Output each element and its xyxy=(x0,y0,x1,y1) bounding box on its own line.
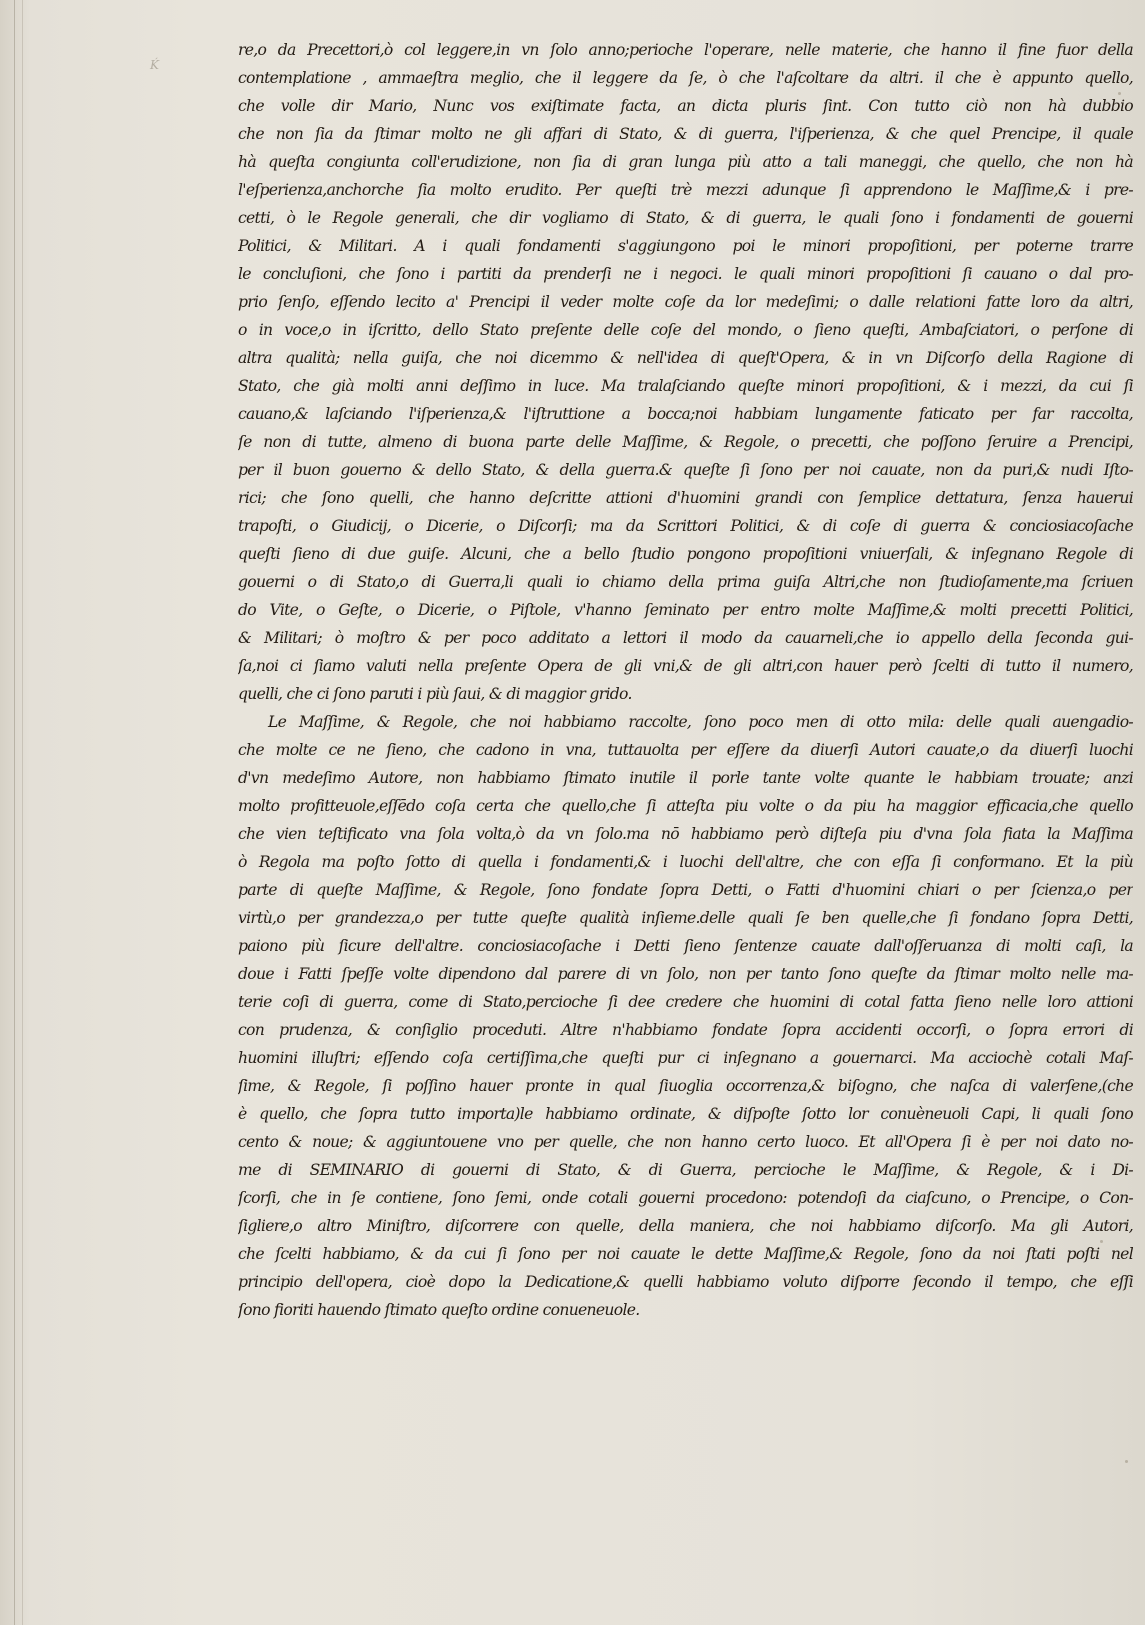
text-line: me di SEMINARIO di gouerni di Stato, & di Guerra, percioche le Maſſime, & Regole, & i Di- xyxy=(238,1161,1133,1179)
text-line: ſigliere,o altro Miniſtro, diſcorrere con quelle, della maniera, che noi habbiamo diſcorſo. Ma gli Autori, xyxy=(238,1217,1133,1235)
text-line: che ſcelti habbiamo, & da cui ſi ſono per noi cauate le dette Maſſime,& Regole, ſono da noi ſtati poſti nel xyxy=(238,1245,1133,1263)
text-line: ò Regola ma poſto ſotto di quella i fondamenti,& i luochi dell'altre, che con eſſa ſi conformano. Et la più xyxy=(238,853,1133,871)
text-line: altra qualità; nella guiſa, che noi dicemmo & nell'idea di queſt'Opera, & in vn Diſcorſo della Ragione di xyxy=(238,349,1133,367)
paragraph-end-line: quelli, che ci ſono paruti i più ſaui, & di maggior grido. xyxy=(238,685,632,703)
text-line: huomini illuſtri; eſſendo coſa certiſſima,che queſti pur ci inſegnano a gouernarci. Ma acciochè cotali Maſ- xyxy=(238,1049,1133,1067)
text-line: che non ſia da ſtimar molto ne gli affari di Stato, & di guerra, l'iſperienza, & che quel Prencipe, il quale xyxy=(238,125,1133,143)
text-line: ſcorſi, che in ſe contiene, ſono ſemi, onde cotali gouerni procedono: potendoſi da ciaſcuno, o Prencipe, o Con- xyxy=(238,1189,1133,1207)
binding-edge-line xyxy=(14,0,15,1625)
text-line: che volle dir Mario, Nunc vos exiſtimate facta, an dicta pluris ſint. Con tutto ciò non hà dubbio xyxy=(238,97,1133,115)
text-line: cento & noue; & aggiuntouene vno per quelle, che non hanno certo luoco. Et all'Opera ſi è per noi dato no- xyxy=(238,1133,1133,1151)
text-line: paiono più ſicure dell'altre. conciosiacoſache i Detti ſieno ſentenze cauate dall'oſſeruanza di molti caſi, la xyxy=(238,937,1133,955)
text-line: o in voce,o in iſcritto, dello Stato preſente delle coſe del mondo, o ſieno queſti, Ambaſciatori, o perſone di xyxy=(238,321,1133,339)
paragraph-start-line: Le Maſſime, & Regole, che noi habbiamo raccolte, ſono poco men di otto mila: delle quali auengadio- xyxy=(268,713,1133,731)
text-line: Stato, che già molti anni deſſimo in luce. Ma tralaſciando queſte minori propoſitioni, & i mezzi, da cui ſi xyxy=(238,377,1133,395)
text-line: contemplatione , ammaeſtra meglio, che il leggere da ſe, ò che l'aſcoltare da altri. il che è appunto quello, xyxy=(238,69,1133,87)
text-line: prio ſenſo, eſſendo lecito a' Prencipi il veder molte coſe da lor medeſimi; o dalle relationi fatte loro da altri, xyxy=(238,293,1133,311)
text-line: rici; che ſono quelli, che hanno deſcritte attioni d'huomini grandi con ſemplice dettatura, ſenza hauerui xyxy=(238,489,1133,507)
text-line: le concluſioni, che ſono i partiti da prenderſi ne i negoci. le quali minori propoſitioni ſi cauano o dal pro- xyxy=(238,265,1133,283)
text-line: do Vite, o Geſte, o Dicerie, o Piſtole, v'hanno ſeminato per entro molte Maſſime,& molti precetti Politici, xyxy=(238,601,1133,619)
ink-bleed-mark: Ḱ xyxy=(150,58,159,72)
text-line: hà queſta congiunta coll'erudizione, non ſia di gran lunga più atto a tali maneggi, che quello, che non hà xyxy=(238,153,1133,171)
paper-speck xyxy=(1125,1460,1128,1463)
paragraph-end-line: ſono fioriti hauendo ſtimato queſto ordine conueneuole. xyxy=(238,1301,640,1319)
text-line: ſime, & Regole, ſi poſſino hauer pronte in qual ſiuoglia occorrenza,& biſogno, che naſca di valerſene,(che xyxy=(238,1077,1133,1095)
text-line: per il buon gouerno & dello Stato, & della guerra.& queſte ſi ſono per noi cauate, non da puri,& nudi Iſto- xyxy=(238,461,1133,479)
text-line: cauano,& laſciando l'iſperienza,& l'iſtruttione a bocca;noi habbiam lungamente faticato per far raccolta, xyxy=(238,405,1133,423)
text-line: queſti ſieno di due guiſe. Alcuni, che a bello ſtudio pongono propoſitioni vniuerſali, & inſegnano Regole di xyxy=(238,545,1133,563)
text-line: parte di queſte Maſſime, & Regole, ſono fondate ſopra Detti, o Fatti d'huomini chiari o per ſcienza,o per xyxy=(238,881,1133,899)
text-line: & Militari; ò moſtro & per poco additato a lettori il modo da cauarneli,che io appello della ſeconda gui- xyxy=(238,629,1133,647)
text-line: gouerni o di Stato,o di Guerra,li quali io chiamo della prima guiſa Altri,che non ſtudioſamente,ma ſcriuen xyxy=(238,573,1133,591)
text-line: trapoſti, o Giudicij, o Dicerie, o Diſcorſi; ma da Scrittori Politici, & di coſe di guerra & conciosiacoſache xyxy=(238,517,1133,535)
text-line: re,o da Precettori,ò col leggere,in vn ſolo anno;perioche l'operare, nelle materie, che hanno il fine fuor della xyxy=(238,41,1133,59)
text-line: Politici, & Militari. A i quali fondamenti s'aggiungono poi le minori propoſitioni, per poterne trarre xyxy=(238,237,1133,255)
text-line: con prudenza, & conſiglio proceduti. Altre n'habbiamo fondate ſopra accidenti occorſi, o ſopra errori di xyxy=(238,1021,1133,1039)
text-line: principio dell'opera, cioè dopo la Dedicatione,& quelli habbiamo voluto diſporre ſecondo il tempo, che eſſi xyxy=(238,1273,1133,1291)
text-line: è quello, che ſopra tutto importa)le habbiamo ordinate, & diſpoſte ſotto lor conuèneuoli Capi, li quali ſono xyxy=(238,1105,1133,1123)
text-line: che vien teſtificato vna ſola volta,ò da vn ſolo.ma nō habbiamo però diſteſa piu d'vna ſola fiata la Maſſima xyxy=(238,825,1133,843)
text-line: terie coſi di guerra, come di Stato,percioche ſi dee credere che huomini di cotal fatta ſieno nelle loro attioni xyxy=(238,993,1133,1011)
binding-edge-shadow xyxy=(22,0,23,1625)
text-line: virtù,o per grandezza,o per tutte queſte qualità inſieme.delle quali ſe ben quelle,che ſi fondano ſopra Detti, xyxy=(238,909,1133,927)
text-line: l'eſperienza,anchorche ſia molto erudito. Per queſti trè mezzi adunque ſi apprendono le Maſſime,& i pre- xyxy=(238,181,1133,199)
text-line: ſa,noi ci ſiamo valuti nella preſente Opera de gli vni,& de gli altri,con hauer però ſcelti di tutto il numero, xyxy=(238,657,1133,675)
body-text xyxy=(238,36,1133,1324)
text-line: che molte ce ne ſieno, che cadono in vna, tuttauolta per eſſere da diuerſi Autori cauate,o da diuerſi luochi xyxy=(238,741,1133,759)
text-line: d'vn medeſimo Autore, non habbiamo ſtimato inutile il porle tante volte quante le habbiam trouate; anzi xyxy=(238,769,1133,787)
text-line: molto profitteuole,eſſēdo coſa certa che quello,che ſi atteſta piu volte o da piu ha maggior efficacia,che quello xyxy=(238,797,1133,815)
text-line: doue i Fatti ſpeſſe volte dipendono dal parere di vn ſolo, non per tanto ſono queſte da ſtimar molto nelle ma- xyxy=(238,965,1133,983)
text-line: cetti, ò le Regole generali, che dir vogliamo di Stato, & di guerra, le quali ſono i fondamenti de gouerni xyxy=(238,209,1133,227)
text-line: ſe non di tutte, almeno di buona parte delle Maſſime, & Regole, o precetti, che poſſono ſeruire a Prencipi, xyxy=(238,433,1133,451)
